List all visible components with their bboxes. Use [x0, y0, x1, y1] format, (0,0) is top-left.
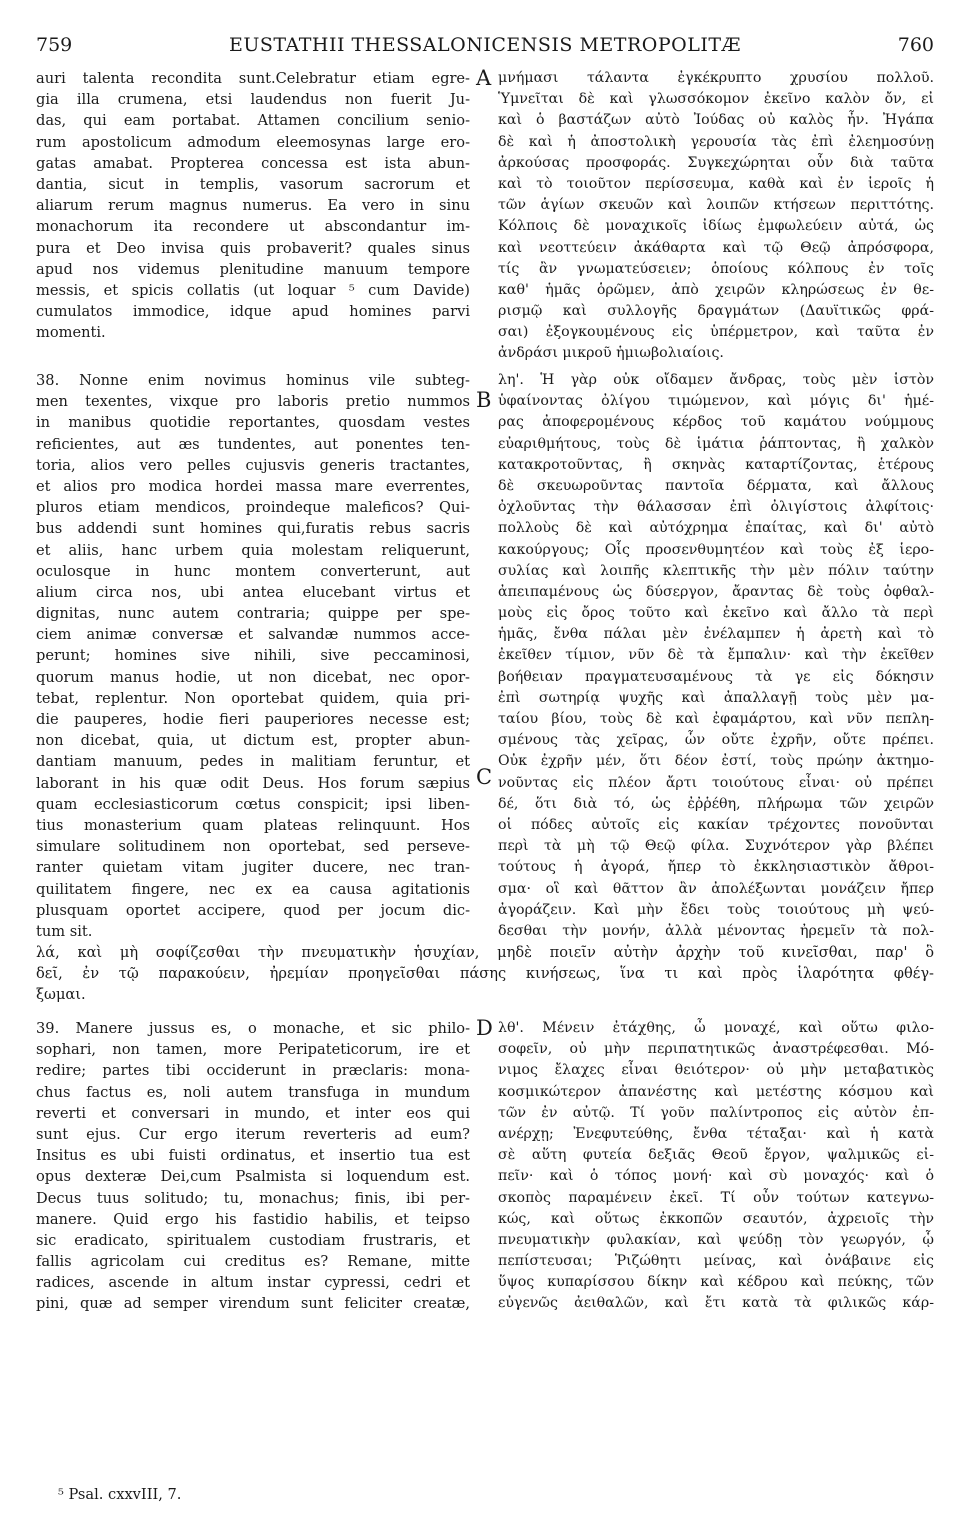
text-line: ἐπὶ σωτηρίᾳ ψυχῆς καὶ ἀπαλλαγῇ τοὺς μὲν μα- — [498, 689, 934, 706]
text-line: καὶ ὁ βαστάζων αὐτὸ Ἰούδας οὐ καλὸς ἦν. Ἠγάπα — [498, 112, 934, 129]
text-line: πνευματικὴν φυλακίαν, καὶ ψεύδῃ τὸν γεωργόν, ᾧ — [498, 1231, 934, 1248]
text-line: rum apostolicum admodum eleemosynas large ero- — [36, 133, 470, 151]
text-line: in manibus quotidie reportantes, quosdam vestes — [36, 414, 470, 432]
text-line: δεσθαι τὴν μονήν, ἀλλὰ μένοντας ἠρεμεῖν τὰ πολ- — [498, 922, 934, 939]
text-line: 38. Nonne enim novimus hominus vile subteg- — [36, 372, 470, 389]
text-line: μνήμασι τάλαντα ἐγκέκρυπτο χρυσίου πολλοῦ. — [498, 70, 934, 86]
text-line: Κόλποις δὲ μοναχικοῖς ἰδίως ἐμφωλεύειν αὐτά, ὡς — [498, 218, 934, 235]
text-line: πολλοὺς δὲ καὶ αὐτόχρημα ἐπαίτας, καὶ δι' αὐτὸ — [498, 520, 934, 537]
text-line: momenti. — [36, 324, 106, 342]
full-width-greek — [36, 942, 934, 1006]
text-line: ranter quietam vitam jugiter ducere, nec tran- — [36, 859, 470, 877]
margin-marker-b: B — [476, 388, 492, 412]
text-line: κακούργους; Οἷς προσενθυμητέον καὶ τοὺς ἐξ ἱερο- — [498, 541, 934, 558]
text-line: ὑφαίνοντας ὀλίγου τιμώμενον, καὶ μόγις δι' ἡμέ- — [498, 393, 934, 410]
text-line: ἀγοράζειν. Καὶ μὴν ἔδει τοὺς τοιούτους μὴ ψεύ- — [498, 901, 934, 918]
text-line: κατακροτοῦντας, ἢ σκηνὰς καταρτίζοντας, ἑτέρους — [498, 456, 934, 473]
text-line: auri talenta recondita sunt.Celebratur etiam egre- — [36, 70, 470, 87]
text-line: pini, quæ ad semper virendum sunt feliciter creatæ, — [36, 1295, 470, 1313]
greek-column-top — [498, 68, 934, 365]
text-line: καθ' ἡμᾶς ὁρῶμεν, ἀπὸ χειρῶν κληρώσεως ἐν θε- — [498, 281, 934, 298]
text-line: ἡμᾶς, ἔνθα πάλαι μὲν ἐνέλαμπεν ἡ ἀρετὴ καὶ τὸ — [498, 626, 934, 643]
text-line: νοῦντας εἰς πλέον ἄρτι τοιούτους εἶναι· οὐ πρέπει — [498, 774, 934, 791]
text-line: ὕψος κυπαρίσσου δίκην καὶ κέδρου καὶ πεύκης, τῶν — [498, 1274, 934, 1291]
text-line: δεῖ, ἐν τῷ παρακούειν, ἠρεμίαν προηγεῖσθαι πάσης κινήσεως, ἵνα τι καὶ πρὸς ἱλαρότητα φθέγ- — [36, 965, 934, 983]
text-line: ἀπειπαμένους ὡς δύσεργον, ἄραντας δὲ τοὺς ὀφθαλ- — [498, 583, 934, 600]
text-line: das, qui eam portabat. Attamen concilium senio- — [36, 112, 470, 130]
latin-section-38 — [36, 370, 470, 942]
text-line: chus factus es, noli autem transfuga in mundum — [36, 1083, 470, 1101]
left-page-number: 759 — [36, 34, 73, 56]
text-line: quorum manus hodie, ut non dicebat, nec opor- — [36, 668, 470, 686]
text-line: βοήθειαν πραγματευσαμένους τὰ γε εἰς δόκησιν — [498, 668, 934, 685]
text-line: νιμος ἔλαχες εἶναι θειότερον· οὐ μὴν μεταβατικὸς — [498, 1062, 934, 1079]
text-line: καὶ τὸ τοιοῦτον περίσσευμα, καθὰ καὶ ἐν ἱεροῖς ἡ — [498, 175, 934, 192]
text-line: σμα· οἳ καὶ θᾶττον ἂν ἀπολέξωνται μονάζειν ἤπερ — [498, 880, 934, 897]
right-page-number: 760 — [897, 34, 934, 56]
margin-marker-c: C — [476, 765, 493, 789]
text-line: κοσμικώτερον ἀπανέστης καὶ μετέστης κόσμου καὶ — [498, 1083, 934, 1100]
text-line: sic eradicato, spiritualem custodiam frustraris, et — [36, 1231, 470, 1249]
text-line: quam ecclesiasticorum cœtus conspicit; ipsi liben- — [36, 795, 470, 813]
text-line: plusquam oportet accipere, quod per jocum dic- — [36, 901, 470, 919]
text-line: simulare solitudinem non oportebat, sed perseve- — [36, 838, 470, 856]
text-line: πεῖν· καὶ ὁ τόπος μονή· καὶ σὺ μοναχός· καὶ ὁ — [498, 1168, 934, 1185]
text-line: τῶν ἐν αὐτῷ. Τί γοῦν παλίντροπος εἰς αὐτὸν ἐπ- — [498, 1104, 934, 1121]
text-line: dantiam manuum, pedes in malitiam feruntur, et — [36, 753, 470, 771]
text-line: fallis agricolam cui creditus es? Remane, mitte — [36, 1253, 470, 1271]
text-line: δὲ καὶ ἡ ἀποστολικὴ γερουσία τὰς ἐπὶ ἐλεημοσύνῃ — [498, 133, 934, 150]
text-line: εὐγενῶς ἀειθαλῶν, καὶ ἔτι κατὰ τὰ φιλικῶς κάρ- — [498, 1295, 934, 1312]
text-line: ανέρχῃ; Ἐνεφυτεύθης, ἔνθα τέταξαι· καὶ ἡ κατὰ — [498, 1125, 934, 1142]
greek-section-38 — [498, 370, 934, 942]
text-line: pura et Deo invisa quis probaverit? quales sinus — [36, 239, 470, 257]
text-line: κώς, καὶ οὕτως ἐκκοπῶν σεαυτόν, ἀχρειοῖς τὴν — [498, 1210, 934, 1227]
text-line: opus dexteræ Dei,cum Psalmista si loquendum est. — [36, 1168, 470, 1186]
text-line: non dicebat, quia, ut dictum est, propter abun- — [36, 732, 470, 750]
text-line: gia illa crumena, etsi laudendus non fuerit Ju- — [36, 91, 470, 109]
text-line: manere. Quid ergo his fastidio habilis, et teipso — [36, 1210, 470, 1228]
text-line: Decus tuus solitudo; tu, monachus; finis, ibi per- — [36, 1189, 470, 1207]
text-line: radices, ascende in altum instar cypressi, cedri et — [36, 1274, 470, 1292]
text-line: Ὑμνεῖται δὲ καὶ γλωσσόκομον ἐκεῖνο καλὸν ὄν, εἰ — [498, 91, 934, 108]
text-line: apud nos videmus plenitudine manuum tempore — [36, 260, 470, 278]
text-line: 39. Manere jussus es, o monache, et sic philo- — [36, 1020, 470, 1037]
text-line: sunt ejus. Cur ergo iterum reverteris ad eum? — [36, 1125, 470, 1143]
text-line: quilitatem fingere, nec ex ea causa agitationis — [36, 880, 470, 898]
text-line: tum sit. — [36, 922, 93, 940]
text-line: οἱ πόδες αὐτοῖς εἰς κακίαν τρέχοντες πονοῦνται — [498, 816, 934, 833]
text-line: εὐαριθμήτους, τοὺς δὲ ἱμάτια ῥάπτοντας, ἢ χαλκὸν — [498, 435, 934, 452]
text-line: sophari, non tamen, more Peripateticorum, ire et — [36, 1041, 470, 1059]
text-line: et alios pro modica hordei massa mare everrentes, — [36, 477, 470, 495]
text-line: redire; partes tibi occiderunt in præclaris: mona- — [36, 1062, 470, 1080]
text-line: μοὺς εἰς ὄρος τοῦτο καὶ ἐκεῖνο καὶ ἄλλο τὰ περὶ — [498, 605, 934, 622]
text-line: ὀχλοῦντας τὴν θάλασσαν ἐπὶ ὀλιγίστοις ἀλφίτοις· — [498, 499, 934, 516]
greek-section-39 — [498, 1018, 934, 1315]
text-line: σμένους τὰς χεῖρας, ὧν οὔτε ἐχρῆν, οὔτε πρέπει. — [498, 732, 934, 749]
footnote: ⁵ Psal. cxxvIII, 7. — [58, 1486, 182, 1503]
text-line: λη'. Ἡ γὰρ οὐκ οἴδαμεν ἄνδρας, τοὺς μὲν ἱστὸν — [498, 372, 934, 388]
text-line: toria, alios vero pelles cujusvis generis tractantes, — [36, 456, 470, 474]
text-line: λά, καὶ μὴ σοφίζεσθαι τὴν πνευματικὴν ἡσυχίαν, μηδὲ ποιεῖν αὐτὴν ἀρχὴν τοῦ κινεῖσθαι, παρ' ὃ — [36, 944, 934, 961]
text-line: πεπίστευσαι; Ῥιζώθητι μείνας, καὶ ὀνάβαινε εἰς — [498, 1253, 934, 1270]
text-line: oculosque in hunc montem converterunt, aut — [36, 562, 470, 580]
text-line: δὲ σκευωροῦντας παντοῖα δέρματα, καὶ ἄλλους — [498, 477, 934, 494]
margin-marker-a: A — [476, 66, 492, 90]
text-line: bus addendi sunt homines qui,furatis rebus sacris — [36, 520, 470, 538]
text-line: τῶν ἁγίων σκευῶν καὶ λοιπῶν κτήσεων περιττότης. — [498, 197, 934, 214]
text-line: die pauperes, hodie fieri pauperiores necesse est; — [36, 711, 470, 728]
text-line: ciem animæ conversæ et salvandæ nummos acce- — [36, 626, 470, 644]
text-line: ρισμῷ καὶ συλλογῆς δραγμάτων (Δαυϊτικῶς φρά- — [498, 303, 934, 320]
text-line: gatas amabat. Propterea concessa est ista abun- — [36, 154, 470, 172]
text-line: tebat, replentur. Non oportebat quidem, quia pri- — [36, 689, 470, 707]
text-line: messis, et spicis collatis (ut loquar ⁵ cum Davide) — [36, 281, 470, 299]
page-header — [36, 34, 934, 58]
text-line: ἀρκούσας προσφοράς. Συγκεχώρηται οὖν διὰ ταῦτα — [498, 154, 934, 171]
text-line: reverti et conversari in mundo, et inter eos qui — [36, 1104, 470, 1122]
text-line: cumulatos immodice, idque apud homines parvi — [36, 303, 470, 321]
text-line: dantia, sicut in templis, vasorum sacrorum et — [36, 175, 470, 193]
running-title: EUSTATHII THESSALONICENSIS METROPOLITÆ — [228, 34, 742, 56]
text-line: alium circa nos, ubi antea elucebant virtus et — [36, 583, 470, 601]
text-line: pluros etiam mendicos, proindeque maleficos? Qui- — [36, 499, 470, 517]
text-line: συλίας καὶ λοιπῆς κλεπτικῆς τὴν μὲν πόλιν ταύτην — [498, 562, 934, 579]
text-line: σκοπὸς παραμένειν ἐκεῖ. Τί οὖν τούτων κατεγνω- — [498, 1189, 934, 1206]
text-line: laborant in his quæ odit Deus. Hos forum sæpius — [36, 774, 470, 792]
text-line: σοφεῖν, οὐ μὴν περιπατητικῶς ἀναστρέφεσθαι. Μό- — [498, 1041, 934, 1058]
text-line: δέ, ὅτι διὰ τό, ὡς ἐῤῥέθη, πλήρωμα τῶν χειρῶν — [498, 795, 934, 812]
text-line: σαι) ἐξογκουμένους εἰς ὑπέρμετρον, καὶ ταῦτα ἐν — [498, 324, 934, 341]
text-line: τίς ἂν γνωματεύσειεν; ὁποίους κόλπους ἐν τοῖς — [498, 260, 934, 277]
text-line: ρας ἀποφερομένους κέρδος τοῦ καμάτου νούμμους — [498, 414, 934, 431]
text-line: ἀνδράσι μικροῦ ἡμιωβολιαίοις. — [498, 345, 724, 362]
text-line: λθ'. Μένειν ἐτάχθης, ὦ μοναχέ, καὶ οὕτω φιλο- — [498, 1020, 934, 1036]
text-line: men texentes, vixque pro laboris pretio nummos — [36, 393, 470, 411]
text-line: monachorum ita recondere ut abscondantur im- — [36, 218, 470, 236]
text-line: σὲ αὕτη φυτεία δεξιᾶς Θεοῦ ἔργον, ψαλμικῶς εἰ- — [498, 1147, 934, 1164]
text-line: τούτους ἡ ἀγορά, ἤπερ τὸ ἐκκλησιαστικὸν ἄθροι- — [498, 859, 934, 876]
text-line: ἐκεῖθεν τίμιον, νῦν δὲ τὰ ἔμπαλιν· καὶ τὴν ἐκεῖθεν — [498, 647, 934, 664]
latin-section-39 — [36, 1018, 470, 1315]
text-line: aliarum rerum magnus numerus. Ea vero in sinu — [36, 197, 470, 215]
margin-marker-d: D — [476, 1016, 493, 1040]
text-line: Οὐκ ἐχρῆν μέν, ὅτι δέον ἐστί, τοὺς πρώην ἀκτημο- — [498, 753, 934, 770]
text-line: ξωμαι. — [36, 986, 86, 1004]
text-line: ταίου βίου, τοὺς δὲ καὶ ἐφαμάρτου, καὶ νῦν πεπλη- — [498, 711, 934, 727]
text-line: dignitas, nunc autem contraria; quippe per spe- — [36, 605, 470, 623]
text-line: καὶ νεοττεύειν ἀκάθαρτα καὶ τῷ Θεῷ ἀπρόσφορα, — [498, 239, 934, 256]
text-line: tius monasterium quam plateas relinquunt. Hos — [36, 816, 470, 834]
text-line: reficientes, aut æs tundentes, aut ponentes ten- — [36, 435, 470, 453]
text-line: perunt; homines sive nihili, sive peccaminosi, — [36, 647, 470, 665]
text-line: περὶ τὰ μὴ τῷ Θεῷ φίλα. Συχνότερον γὰρ βλέπει — [498, 838, 934, 855]
latin-column-top — [36, 68, 470, 343]
text-line: Insitus es ubi fuisti ordinatus, et insertio tua est — [36, 1147, 470, 1165]
text-line: et aliis, hanc urbem quia molestam reliquerunt, — [36, 541, 470, 559]
